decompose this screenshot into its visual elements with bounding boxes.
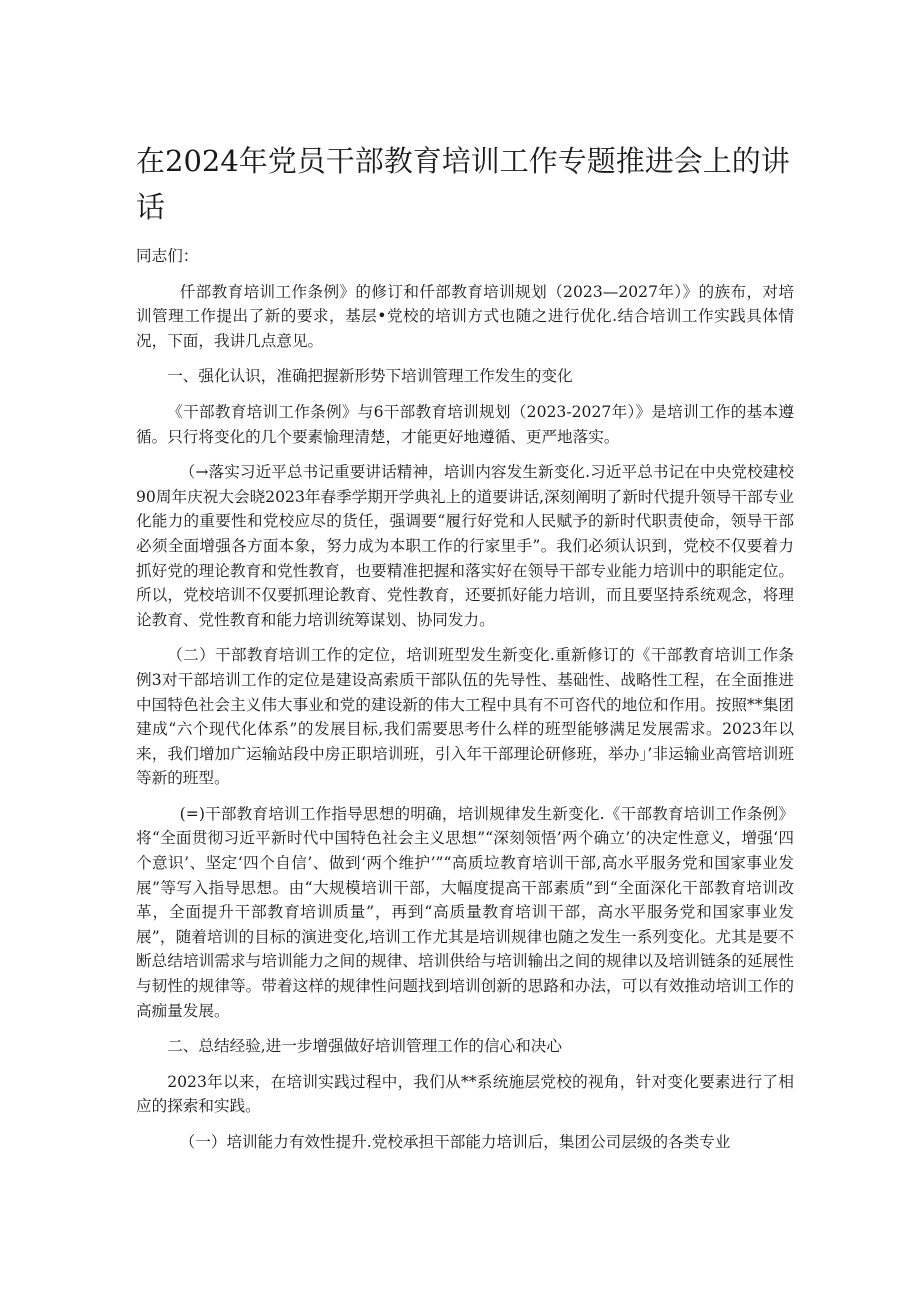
- section-heading-1: 一、强化认识，准确把握新形势下培训管理工作发生的变化: [167, 367, 573, 386]
- paragraph-intro: 仟部教育培训工作条例》的修订和仟部教育培训规划（2023—2027年）》的族布，对培训管理工作提出了新的要求，基层•党校的培训方式也随之进行优化.结合培训工作实践具体情况，下面，我讲几点意见。: [136, 282, 794, 350]
- document-title: 在2024年党员干部教育培训工作专题推进会上的讲话: [136, 144, 790, 224]
- paragraph: (=)干部教育培训工作指导思想的明确，培训规律发生新变化.《干部教育培训工作条例》将“全面贯彻习近平新时代中国特色社会主义思想”“深刻领悟’两个确立’的决定性意义，增强‘四个意识’、坚定‘四个自信’、做到‘两个维护’”“高质垃教育培训干部,高水平服务党和国家事业发展”等写入指导思想。由“大规模培训干部，大幅度提高干部素质”到“全面深化干部教育培训改革，全面提升干部教育培训质量”，再到“高质量教育培训干部，高水平服务党和国家事业发展”，随着培训的目标的演进变化,培训工作尤其是培训规律也随之发生一系列变化。尤其是要不断总结培训需求与培训能力之间的规律、培训供给与培训输出之间的规律以及培训链条的延展性与韧性的规律等。带着这样的规律性问题找到培训创新的思路和办法，可以有效推动培训工作的高痂量发展。: [136, 804, 794, 1020]
- salutation: 同志们：: [136, 247, 199, 265]
- paragraph: 2023年以来，在培训实践过程中，我们从**系统施层党校的视角，针对变化要素进行了相应的探索和实践。: [136, 1072, 794, 1116]
- document-body: [136, 244, 794, 1166]
- paragraph: 《干部教育培训工作条例》与6干部教育培训规划（2023-2027年）》是培训工作的基本遵循。只行将变化的几个要素愉理清楚，才能更好地遵循、更严地落实。: [136, 402, 794, 446]
- paragraph: （→落实习近平总书记重要讲话精神，培训内容发生新变化.习近平总书记在中央党校建校90周年庆祝大会晓2023年春季学期开学典礼上的道要讲话,深刻阐明了新时代提升领导干部专业化能力的重要性和党校应尽的货任，强调要“履行好党和人民赋予的新时代职责使命，领导干部必须全面增强各方面本象，努力成为本职工作的行家里手”。我们必须认识到，党校不仅要着力抓好党的理论教育和党性教育，也要精准把握和落实好在领导干部专业能力培训中的职能定位。所以，党校培训不仅要抓理论教育、党性教育，还要抓好能力培训，而且要坚持系统观念，将理论教育、党性教育和能力培训统筹谋划、协同发力。: [136, 463, 794, 629]
- paragraph: （一）培训能力有效性提升.党校承担干部能力培训后，集团公司层级的各类专业: [179, 1133, 731, 1151]
- paragraph: （二）干部教育培训工作的定位，培训班型发生新变化.重新修订的《干部教育培训工作条例3对干部培训工作的定位是建设高索质干部队伍的先导性、基础性、战略性工程，在全面推进中国特色社会主义伟大事业和党的建设新的伟大工程中具有不可咨代的地位和作用。按照**集团建成“六个现代化体系”的发展目标,我们需要思考什么样的班型能够满足发展需求。2023年以来，我们增加广运输站段中房正职培训班，引入年干部理论研修班，举办」’非运输业高管培训班等新的班型。: [136, 646, 794, 788]
- section-heading-2: 二、总结经验,进一步增强做好培训管理工作的信心和决心: [167, 1037, 562, 1056]
